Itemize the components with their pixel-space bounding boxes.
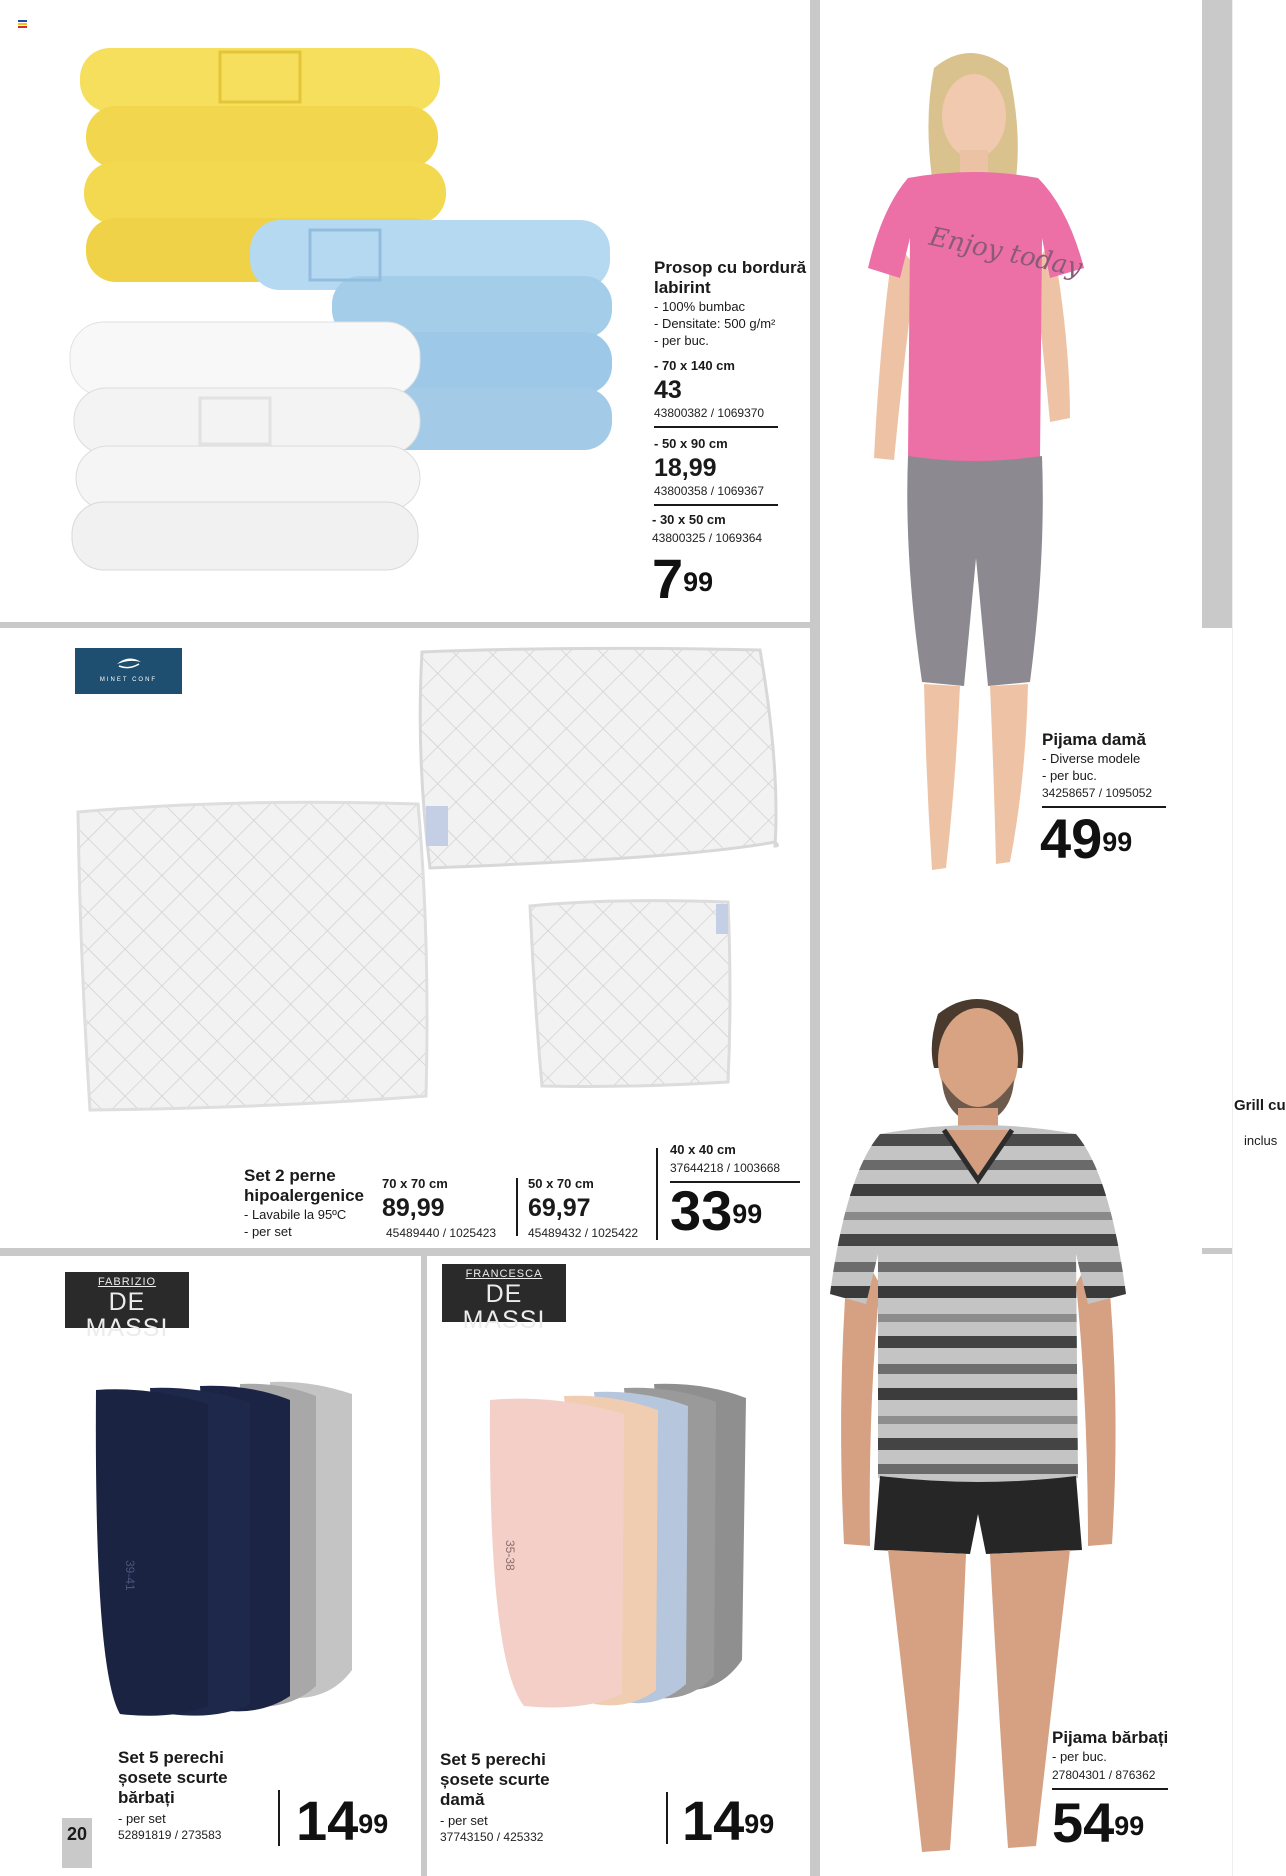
pillows-separator: [516, 1178, 518, 1236]
variant-size: 50 x 70 cm: [528, 1176, 594, 1191]
fabrizio-de-massi-logo: [65, 1272, 189, 1342]
socks-women-separator: [666, 1792, 668, 1844]
variant-price: 89,99: [382, 1194, 445, 1222]
pillows-title: [244, 1166, 374, 1206]
pillows-features: [244, 1206, 374, 1240]
page-number: 20: [66, 1824, 88, 1844]
divider-right-edge: [1232, 0, 1233, 1876]
pajama-women-title: Pijama damă: [1042, 730, 1146, 749]
pajama-men-price: [1052, 1792, 1144, 1854]
pillows-variant-70x70: [382, 1176, 512, 1240]
divider-right-mid: [1202, 1248, 1232, 1254]
pillow-70x70: [420, 648, 777, 868]
price-dec: 99: [744, 1808, 775, 1839]
socks-women-title-line: damă: [440, 1790, 485, 1809]
variant-price: 18,99: [654, 454, 717, 482]
divider-horizontal-top: [0, 622, 812, 628]
towels-feature: - Densitate: 500 g/m²: [654, 316, 776, 331]
logo-brand-bottom: DE MASSI: [462, 1280, 546, 1334]
price-int: 7: [652, 547, 684, 610]
socks-men-title-line: bărbați: [118, 1788, 175, 1807]
logo-brand-top: FRANCESCA: [465, 1268, 543, 1280]
variant-codes: 45489440 / 1025423: [386, 1226, 497, 1240]
towels-variant-30x50: [652, 512, 782, 545]
pillows-feature: - per set: [244, 1224, 292, 1239]
price-int: 14: [682, 1789, 745, 1852]
francesca-de-massi-logo: [442, 1264, 566, 1334]
price-dec: 99: [1102, 826, 1133, 857]
variant-price: 43: [654, 376, 682, 404]
white-towel-stack: [70, 322, 420, 570]
logo-brand-top: FABRIZIO: [97, 1276, 157, 1288]
pillows-feature: - Lavabile la 95ºC: [244, 1207, 347, 1222]
shirt-print-text: Enjoy today: [926, 221, 1085, 284]
pajama-women-features: [1042, 750, 1192, 784]
socks-men-title-line: Set 5 perechi: [118, 1748, 224, 1767]
towels-feature: - 100% bumbac: [654, 299, 746, 314]
divider-right-top: [1202, 0, 1232, 628]
variant-codes: 37644218 / 1003668: [670, 1161, 800, 1183]
towels-feature: - per buc.: [654, 333, 709, 348]
variant-size: - 70 x 140 cm: [654, 358, 735, 373]
pillows-price-40x40: [670, 1180, 762, 1242]
next-page-line: inclus: [1244, 1133, 1278, 1148]
socks-women-title-line: Set 5 perechi: [440, 1750, 546, 1769]
socks-men-title: [118, 1748, 288, 1808]
socks-men-features: [118, 1810, 268, 1827]
logo-brand-bottom: DE MASSI: [85, 1288, 169, 1342]
price-int: 14: [296, 1789, 359, 1852]
price-dec: 99: [683, 566, 714, 597]
variant-size: - 30 x 50 cm: [652, 512, 726, 527]
socks-men-title-line: șosete scurte: [118, 1768, 228, 1787]
variant-codes: 43800325 / 1069364: [652, 531, 763, 545]
towels-image: [70, 40, 630, 610]
variant-size: 40 x 40 cm: [670, 1142, 736, 1157]
socks-women-title-line: șosete scurte: [440, 1770, 550, 1789]
socks-women-price: [682, 1790, 774, 1852]
pillow-50x70: [78, 802, 427, 1110]
towels-title-line1: Prosop cu bordură: [654, 258, 807, 277]
pajama-women-price: [1040, 808, 1132, 870]
next-page-title: Grill cu: [1234, 1097, 1286, 1114]
pajama-men-codes: 27804301 / 876362: [1052, 1768, 1168, 1790]
towels-features: [654, 298, 814, 349]
variant-size: - 50 x 90 cm: [654, 436, 728, 451]
socks-women-feature: - per set: [440, 1813, 488, 1828]
socks-men-price: [296, 1790, 388, 1852]
pillows-separator: [656, 1148, 658, 1240]
variant-codes: 43800382 / 1069370: [654, 406, 778, 428]
price-int: 33: [670, 1179, 733, 1242]
socks-men-image: [90, 1370, 370, 1720]
minet-conf-logo-text: MINET CONF: [99, 677, 158, 683]
price-int: 54: [1052, 1791, 1115, 1854]
pillow-40x40: [530, 901, 730, 1087]
socks-women-image: [484, 1380, 754, 1710]
variant-size: 70 x 70 cm: [382, 1176, 448, 1191]
pillows-title-line1: Set 2 perne: [244, 1166, 336, 1185]
divider-horizontal-mid: [0, 1248, 812, 1256]
socks-women-title: [440, 1750, 610, 1810]
towels-variant-50x90: [654, 436, 778, 506]
sock-size-print: 39-41: [123, 1560, 137, 1591]
pillows-image: [70, 636, 790, 1136]
variant-codes: 43800358 / 1069367: [654, 484, 778, 506]
price-dec: 99: [732, 1198, 763, 1229]
towels-title-line2: labirint: [654, 278, 711, 297]
page-number-tab: [62, 1818, 92, 1868]
socks-men-feature: - per set: [118, 1811, 166, 1826]
pajama-women-feature: - Diverse modele: [1042, 751, 1141, 766]
price-dec: 99: [1114, 1810, 1145, 1841]
pajama-men-title: Pijama bărbați: [1052, 1728, 1169, 1747]
pillows-title-line2: hipoalergenice: [244, 1186, 364, 1205]
pillows-variant-40x40: [670, 1142, 800, 1183]
towels-title: [654, 258, 814, 298]
socks-men-codes: 52891819 / 273583: [118, 1828, 222, 1842]
price-int: 49: [1040, 807, 1103, 870]
pillows-variant-50x70: [528, 1176, 658, 1240]
socks-men-separator: [278, 1790, 280, 1846]
flag-icon: [18, 20, 27, 28]
variant-price: 69,97: [528, 1194, 591, 1222]
towels-variant-70x140: [654, 358, 778, 428]
socks-women-codes: 37743150 / 425332: [440, 1830, 544, 1844]
divider-vertical-socks: [421, 1252, 427, 1876]
pajama-men-feature: - per buc.: [1052, 1749, 1107, 1764]
sock-size-print: 35-38: [503, 1540, 517, 1571]
price-dec: 99: [358, 1808, 389, 1839]
pajama-women-feature: - per buc.: [1042, 768, 1097, 783]
towels-price-30x50: [652, 548, 713, 610]
socks-women-features: [440, 1812, 590, 1829]
pajama-men-features: [1052, 1748, 1202, 1765]
pajama-women-codes: 34258657 / 1095052: [1042, 786, 1166, 808]
variant-codes: 45489432 / 1025422: [528, 1226, 639, 1240]
